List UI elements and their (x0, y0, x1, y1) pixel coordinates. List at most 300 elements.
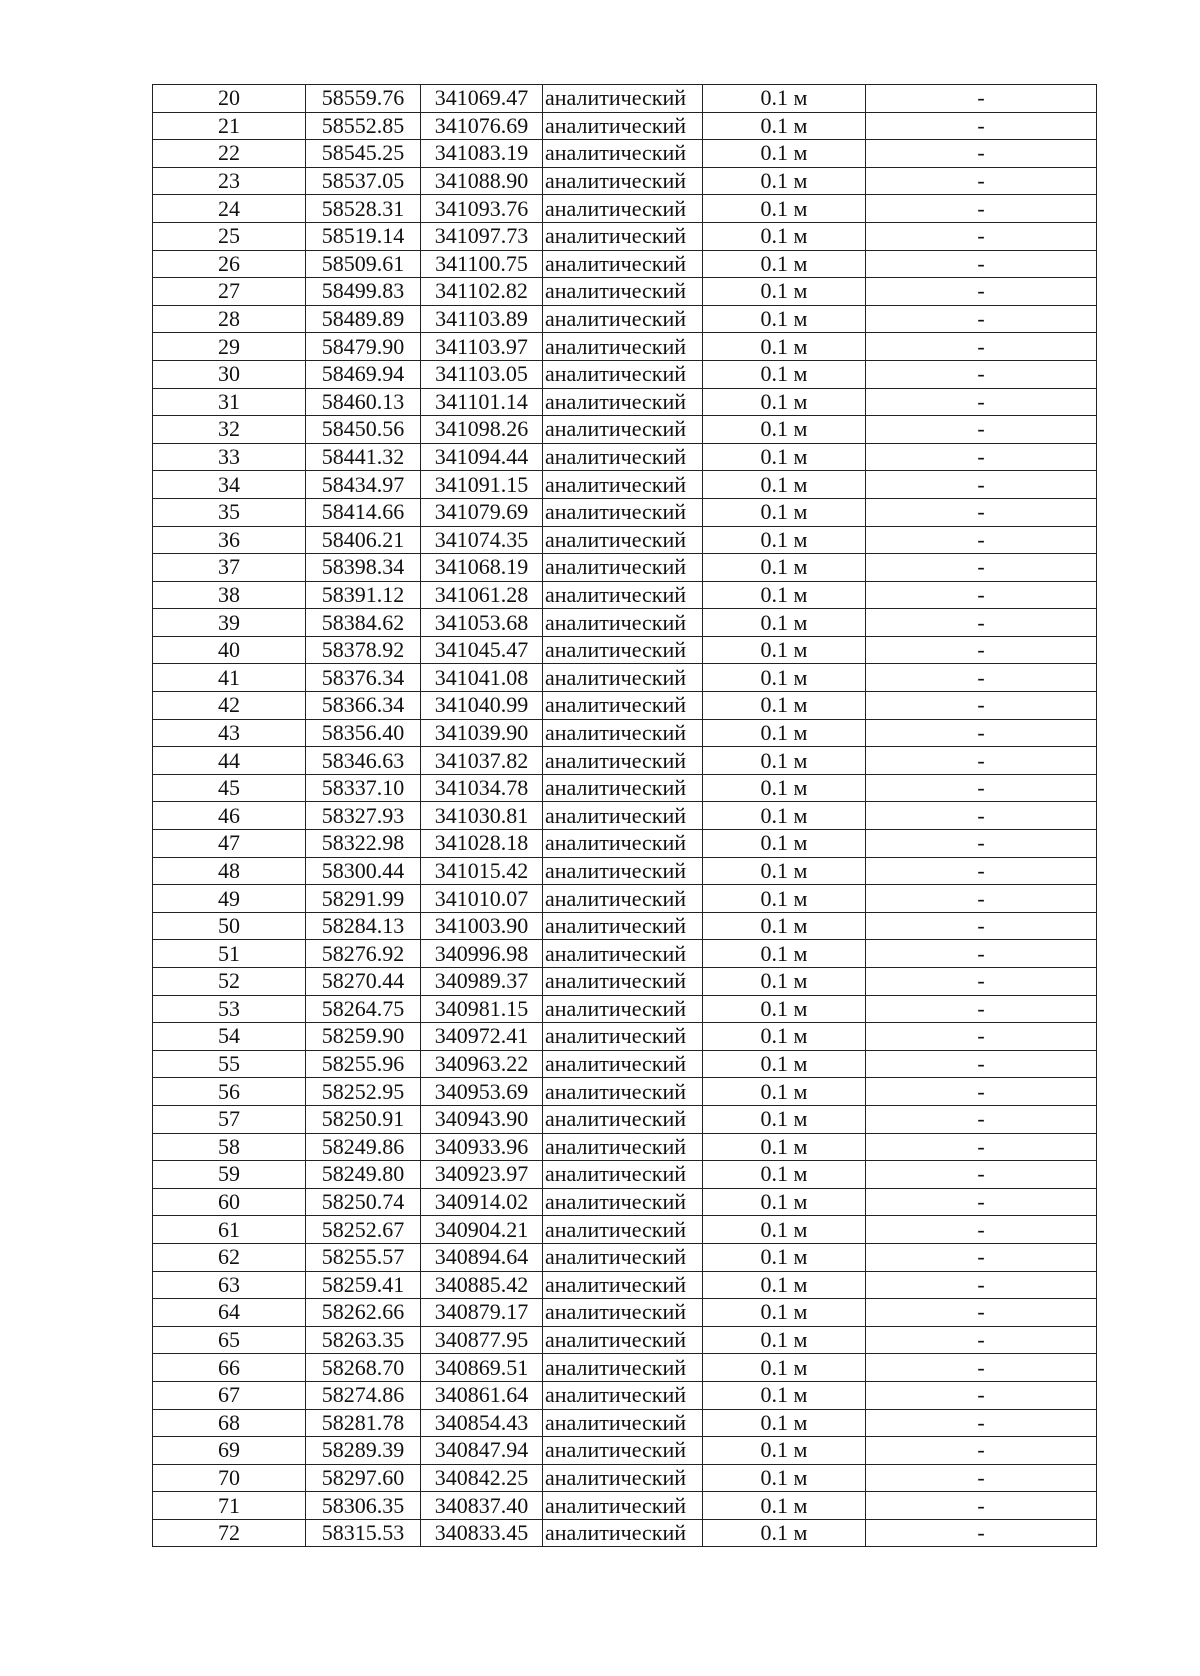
note-cell: - (866, 388, 1097, 416)
y-coordinate-cell: 341083.19 (421, 140, 543, 168)
x-coordinate-cell: 58263.35 (306, 1326, 421, 1354)
table-row (153, 1188, 1097, 1216)
point-number-cell: 32 (153, 416, 306, 444)
accuracy-cell: 0.1 м (703, 112, 866, 140)
x-coordinate-cell: 58489.89 (306, 305, 421, 333)
method-cell: аналитический (543, 968, 703, 996)
point-number-cell: 67 (153, 1381, 306, 1409)
method-cell: аналитический (543, 1243, 703, 1271)
note-cell: - (866, 554, 1097, 582)
accuracy-cell: 0.1 м (703, 526, 866, 554)
point-number-cell: 33 (153, 443, 306, 471)
y-coordinate-cell: 340904.21 (421, 1216, 543, 1244)
x-coordinate-cell: 58249.80 (306, 1161, 421, 1189)
point-number-cell: 45 (153, 774, 306, 802)
accuracy-cell: 0.1 м (703, 1133, 866, 1161)
y-coordinate-cell: 340953.69 (421, 1078, 543, 1106)
note-cell: - (866, 1133, 1097, 1161)
accuracy-cell: 0.1 м (703, 1464, 866, 1492)
method-cell: аналитический (543, 250, 703, 278)
y-coordinate-cell: 340996.98 (421, 940, 543, 968)
x-coordinate-cell: 58384.62 (306, 609, 421, 637)
accuracy-cell: 0.1 м (703, 995, 866, 1023)
point-number-cell: 62 (153, 1243, 306, 1271)
point-number-cell: 66 (153, 1354, 306, 1382)
y-coordinate-cell: 341088.90 (421, 167, 543, 195)
accuracy-cell: 0.1 м (703, 167, 866, 195)
note-cell: - (866, 581, 1097, 609)
note-cell: - (866, 250, 1097, 278)
table-row (153, 526, 1097, 554)
note-cell: - (866, 636, 1097, 664)
note-cell: - (866, 719, 1097, 747)
method-cell: аналитический (543, 416, 703, 444)
accuracy-cell: 0.1 м (703, 719, 866, 747)
y-coordinate-cell: 341037.82 (421, 747, 543, 775)
point-number-cell: 54 (153, 1023, 306, 1051)
method-cell: аналитический (543, 774, 703, 802)
method-cell: аналитический (543, 498, 703, 526)
point-number-cell: 52 (153, 968, 306, 996)
point-number-cell: 25 (153, 222, 306, 250)
y-coordinate-cell: 340861.64 (421, 1381, 543, 1409)
method-cell: аналитический (543, 609, 703, 637)
table-row (153, 1133, 1097, 1161)
accuracy-cell: 0.1 м (703, 1409, 866, 1437)
table-row (153, 719, 1097, 747)
x-coordinate-cell: 58255.57 (306, 1243, 421, 1271)
table-row (153, 498, 1097, 526)
note-cell: - (866, 774, 1097, 802)
note-cell: - (866, 1161, 1097, 1189)
table-row (153, 1381, 1097, 1409)
x-coordinate-cell: 58469.94 (306, 360, 421, 388)
accuracy-cell: 0.1 м (703, 1381, 866, 1409)
coordinates-table (152, 84, 1097, 1547)
method-cell: аналитический (543, 443, 703, 471)
y-coordinate-cell: 341101.14 (421, 388, 543, 416)
note-cell: - (866, 1326, 1097, 1354)
method-cell: аналитический (543, 995, 703, 1023)
point-number-cell: 49 (153, 885, 306, 913)
note-cell: - (866, 1271, 1097, 1299)
point-number-cell: 47 (153, 830, 306, 858)
point-number-cell: 71 (153, 1492, 306, 1520)
accuracy-cell: 0.1 м (703, 1161, 866, 1189)
y-coordinate-cell: 340914.02 (421, 1188, 543, 1216)
note-cell: - (866, 167, 1097, 195)
accuracy-cell: 0.1 м (703, 940, 866, 968)
table-row (153, 554, 1097, 582)
accuracy-cell: 0.1 м (703, 388, 866, 416)
y-coordinate-cell: 341028.18 (421, 830, 543, 858)
method-cell: аналитический (543, 305, 703, 333)
accuracy-cell: 0.1 м (703, 747, 866, 775)
x-coordinate-cell: 58337.10 (306, 774, 421, 802)
table-row (153, 112, 1097, 140)
x-coordinate-cell: 58262.66 (306, 1299, 421, 1327)
note-cell: - (866, 1050, 1097, 1078)
point-number-cell: 51 (153, 940, 306, 968)
accuracy-cell: 0.1 м (703, 278, 866, 306)
note-cell: - (866, 747, 1097, 775)
note-cell: - (866, 333, 1097, 361)
table-row (153, 636, 1097, 664)
note-cell: - (866, 85, 1097, 113)
x-coordinate-cell: 58441.32 (306, 443, 421, 471)
note-cell: - (866, 498, 1097, 526)
x-coordinate-cell: 58406.21 (306, 526, 421, 554)
table-row (153, 912, 1097, 940)
method-cell: аналитический (543, 167, 703, 195)
method-cell: аналитический (543, 1492, 703, 1520)
note-cell: - (866, 140, 1097, 168)
point-number-cell: 65 (153, 1326, 306, 1354)
table-row (153, 1354, 1097, 1382)
y-coordinate-cell: 341103.97 (421, 333, 543, 361)
table-row (153, 1492, 1097, 1520)
y-coordinate-cell: 341039.90 (421, 719, 543, 747)
y-coordinate-cell: 341097.73 (421, 222, 543, 250)
table-row (153, 1243, 1097, 1271)
y-coordinate-cell: 341040.99 (421, 692, 543, 720)
method-cell: аналитический (543, 1299, 703, 1327)
accuracy-cell: 0.1 м (703, 885, 866, 913)
accuracy-cell: 0.1 м (703, 416, 866, 444)
accuracy-cell: 0.1 м (703, 968, 866, 996)
x-coordinate-cell: 58297.60 (306, 1464, 421, 1492)
accuracy-cell: 0.1 м (703, 1105, 866, 1133)
x-coordinate-cell: 58315.53 (306, 1519, 421, 1547)
note-cell: - (866, 195, 1097, 223)
accuracy-cell: 0.1 м (703, 1299, 866, 1327)
table-row (153, 388, 1097, 416)
method-cell: аналитический (543, 554, 703, 582)
table-row (153, 195, 1097, 223)
note-cell: - (866, 1354, 1097, 1382)
note-cell: - (866, 526, 1097, 554)
note-cell: - (866, 1216, 1097, 1244)
method-cell: аналитический (543, 664, 703, 692)
y-coordinate-cell: 341069.47 (421, 85, 543, 113)
method-cell: аналитический (543, 830, 703, 858)
x-coordinate-cell: 58346.63 (306, 747, 421, 775)
point-number-cell: 56 (153, 1078, 306, 1106)
coordinates-table-body (153, 85, 1097, 1547)
table-row (153, 1050, 1097, 1078)
table-row (153, 140, 1097, 168)
table-row (153, 360, 1097, 388)
accuracy-cell: 0.1 м (703, 609, 866, 637)
accuracy-cell: 0.1 м (703, 498, 866, 526)
accuracy-cell: 0.1 м (703, 830, 866, 858)
note-cell: - (866, 912, 1097, 940)
method-cell: аналитический (543, 1023, 703, 1051)
y-coordinate-cell: 341098.26 (421, 416, 543, 444)
table-row (153, 1023, 1097, 1051)
table-row (153, 167, 1097, 195)
y-coordinate-cell: 340854.43 (421, 1409, 543, 1437)
x-coordinate-cell: 58450.56 (306, 416, 421, 444)
table-row (153, 609, 1097, 637)
point-number-cell: 69 (153, 1437, 306, 1465)
table-row (153, 1271, 1097, 1299)
point-number-cell: 37 (153, 554, 306, 582)
method-cell: аналитический (543, 1050, 703, 1078)
table-row (153, 581, 1097, 609)
x-coordinate-cell: 58479.90 (306, 333, 421, 361)
note-cell: - (866, 112, 1097, 140)
method-cell: аналитический (543, 85, 703, 113)
x-coordinate-cell: 58552.85 (306, 112, 421, 140)
x-coordinate-cell: 58356.40 (306, 719, 421, 747)
x-coordinate-cell: 58376.34 (306, 664, 421, 692)
x-coordinate-cell: 58249.86 (306, 1133, 421, 1161)
table-row (153, 222, 1097, 250)
y-coordinate-cell: 340847.94 (421, 1437, 543, 1465)
table-row (153, 1299, 1097, 1327)
table-row (153, 443, 1097, 471)
accuracy-cell: 0.1 м (703, 774, 866, 802)
method-cell: аналитический (543, 360, 703, 388)
accuracy-cell: 0.1 м (703, 305, 866, 333)
x-coordinate-cell: 58250.91 (306, 1105, 421, 1133)
method-cell: аналитический (543, 1078, 703, 1106)
x-coordinate-cell: 58276.92 (306, 940, 421, 968)
x-coordinate-cell: 58378.92 (306, 636, 421, 664)
accuracy-cell: 0.1 м (703, 857, 866, 885)
point-number-cell: 28 (153, 305, 306, 333)
y-coordinate-cell: 341093.76 (421, 195, 543, 223)
point-number-cell: 58 (153, 1133, 306, 1161)
table-row (153, 747, 1097, 775)
point-number-cell: 63 (153, 1271, 306, 1299)
table-row (153, 1409, 1097, 1437)
point-number-cell: 60 (153, 1188, 306, 1216)
x-coordinate-cell: 58519.14 (306, 222, 421, 250)
method-cell: аналитический (543, 1409, 703, 1437)
y-coordinate-cell: 340963.22 (421, 1050, 543, 1078)
accuracy-cell: 0.1 м (703, 1078, 866, 1106)
y-coordinate-cell: 340877.95 (421, 1326, 543, 1354)
method-cell: аналитический (543, 333, 703, 361)
point-number-cell: 42 (153, 692, 306, 720)
point-number-cell: 53 (153, 995, 306, 1023)
table-row (153, 1326, 1097, 1354)
y-coordinate-cell: 341003.90 (421, 912, 543, 940)
y-coordinate-cell: 340842.25 (421, 1464, 543, 1492)
note-cell: - (866, 222, 1097, 250)
table-row (153, 774, 1097, 802)
table-row (153, 692, 1097, 720)
y-coordinate-cell: 341068.19 (421, 554, 543, 582)
note-cell: - (866, 609, 1097, 637)
point-number-cell: 39 (153, 609, 306, 637)
table-row (153, 1519, 1097, 1547)
method-cell: аналитический (543, 1464, 703, 1492)
method-cell: аналитический (543, 1271, 703, 1299)
note-cell: - (866, 360, 1097, 388)
table-row (153, 250, 1097, 278)
accuracy-cell: 0.1 м (703, 1216, 866, 1244)
method-cell: аналитический (543, 278, 703, 306)
y-coordinate-cell: 340885.42 (421, 1271, 543, 1299)
method-cell: аналитический (543, 1105, 703, 1133)
x-coordinate-cell: 58268.70 (306, 1354, 421, 1382)
point-number-cell: 26 (153, 250, 306, 278)
accuracy-cell: 0.1 м (703, 1243, 866, 1271)
x-coordinate-cell: 58252.95 (306, 1078, 421, 1106)
accuracy-cell: 0.1 м (703, 443, 866, 471)
method-cell: аналитический (543, 1326, 703, 1354)
point-number-cell: 50 (153, 912, 306, 940)
note-cell: - (866, 968, 1097, 996)
table-row (153, 995, 1097, 1023)
accuracy-cell: 0.1 м (703, 554, 866, 582)
y-coordinate-cell: 340869.51 (421, 1354, 543, 1382)
note-cell: - (866, 1078, 1097, 1106)
x-coordinate-cell: 58284.13 (306, 912, 421, 940)
y-coordinate-cell: 340981.15 (421, 995, 543, 1023)
x-coordinate-cell: 58300.44 (306, 857, 421, 885)
y-coordinate-cell: 340933.96 (421, 1133, 543, 1161)
point-number-cell: 21 (153, 112, 306, 140)
point-number-cell: 30 (153, 360, 306, 388)
accuracy-cell: 0.1 м (703, 1519, 866, 1547)
x-coordinate-cell: 58398.34 (306, 554, 421, 582)
x-coordinate-cell: 58322.98 (306, 830, 421, 858)
method-cell: аналитический (543, 471, 703, 499)
y-coordinate-cell: 341015.42 (421, 857, 543, 885)
point-number-cell: 23 (153, 167, 306, 195)
method-cell: аналитический (543, 222, 703, 250)
x-coordinate-cell: 58509.61 (306, 250, 421, 278)
y-coordinate-cell: 340879.17 (421, 1299, 543, 1327)
note-cell: - (866, 1105, 1097, 1133)
x-coordinate-cell: 58289.39 (306, 1437, 421, 1465)
note-cell: - (866, 1381, 1097, 1409)
point-number-cell: 20 (153, 85, 306, 113)
method-cell: аналитический (543, 692, 703, 720)
accuracy-cell: 0.1 м (703, 222, 866, 250)
table-row (153, 1105, 1097, 1133)
table-row (153, 416, 1097, 444)
table-row (153, 471, 1097, 499)
y-coordinate-cell: 341053.68 (421, 609, 543, 637)
accuracy-cell: 0.1 м (703, 1437, 866, 1465)
table-row (153, 968, 1097, 996)
x-coordinate-cell: 58281.78 (306, 1409, 421, 1437)
point-number-cell: 41 (153, 664, 306, 692)
accuracy-cell: 0.1 м (703, 636, 866, 664)
table-row (153, 305, 1097, 333)
x-coordinate-cell: 58306.35 (306, 1492, 421, 1520)
table-row (153, 940, 1097, 968)
accuracy-cell: 0.1 м (703, 664, 866, 692)
table-row (153, 278, 1097, 306)
accuracy-cell: 0.1 м (703, 1050, 866, 1078)
point-number-cell: 38 (153, 581, 306, 609)
y-coordinate-cell: 341034.78 (421, 774, 543, 802)
x-coordinate-cell: 58259.41 (306, 1271, 421, 1299)
y-coordinate-cell: 340923.97 (421, 1161, 543, 1189)
y-coordinate-cell: 340833.45 (421, 1519, 543, 1547)
x-coordinate-cell: 58391.12 (306, 581, 421, 609)
table-row (153, 885, 1097, 913)
y-coordinate-cell: 340989.37 (421, 968, 543, 996)
note-cell: - (866, 416, 1097, 444)
method-cell: аналитический (543, 1437, 703, 1465)
accuracy-cell: 0.1 м (703, 1326, 866, 1354)
note-cell: - (866, 1243, 1097, 1271)
point-number-cell: 70 (153, 1464, 306, 1492)
point-number-cell: 59 (153, 1161, 306, 1189)
note-cell: - (866, 1299, 1097, 1327)
y-coordinate-cell: 340972.41 (421, 1023, 543, 1051)
note-cell: - (866, 1519, 1097, 1547)
method-cell: аналитический (543, 857, 703, 885)
y-coordinate-cell: 341102.82 (421, 278, 543, 306)
method-cell: аналитический (543, 1161, 703, 1189)
y-coordinate-cell: 341030.81 (421, 802, 543, 830)
y-coordinate-cell: 341010.07 (421, 885, 543, 913)
note-cell: - (866, 664, 1097, 692)
method-cell: аналитический (543, 140, 703, 168)
table-row (153, 1437, 1097, 1465)
y-coordinate-cell: 341041.08 (421, 664, 543, 692)
table-row (153, 1078, 1097, 1106)
accuracy-cell: 0.1 м (703, 581, 866, 609)
point-number-cell: 31 (153, 388, 306, 416)
y-coordinate-cell: 341103.89 (421, 305, 543, 333)
method-cell: аналитический (543, 1519, 703, 1547)
table-row (153, 802, 1097, 830)
x-coordinate-cell: 58291.99 (306, 885, 421, 913)
point-number-cell: 27 (153, 278, 306, 306)
note-cell: - (866, 940, 1097, 968)
note-cell: - (866, 857, 1097, 885)
accuracy-cell: 0.1 м (703, 250, 866, 278)
point-number-cell: 24 (153, 195, 306, 223)
method-cell: аналитический (543, 885, 703, 913)
method-cell: аналитический (543, 526, 703, 554)
point-number-cell: 34 (153, 471, 306, 499)
method-cell: аналитический (543, 1133, 703, 1161)
accuracy-cell: 0.1 м (703, 471, 866, 499)
y-coordinate-cell: 341076.69 (421, 112, 543, 140)
method-cell: аналитический (543, 1381, 703, 1409)
point-number-cell: 64 (153, 1299, 306, 1327)
y-coordinate-cell: 340894.64 (421, 1243, 543, 1271)
accuracy-cell: 0.1 м (703, 1188, 866, 1216)
method-cell: аналитический (543, 719, 703, 747)
x-coordinate-cell: 58528.31 (306, 195, 421, 223)
y-coordinate-cell: 341074.35 (421, 526, 543, 554)
x-coordinate-cell: 58460.13 (306, 388, 421, 416)
note-cell: - (866, 1492, 1097, 1520)
table-row (153, 1216, 1097, 1244)
accuracy-cell: 0.1 м (703, 1023, 866, 1051)
table-row (153, 664, 1097, 692)
accuracy-cell: 0.1 м (703, 1492, 866, 1520)
x-coordinate-cell: 58250.74 (306, 1188, 421, 1216)
note-cell: - (866, 1464, 1097, 1492)
x-coordinate-cell: 58327.93 (306, 802, 421, 830)
method-cell: аналитический (543, 195, 703, 223)
y-coordinate-cell: 341103.05 (421, 360, 543, 388)
note-cell: - (866, 443, 1097, 471)
point-number-cell: 68 (153, 1409, 306, 1437)
